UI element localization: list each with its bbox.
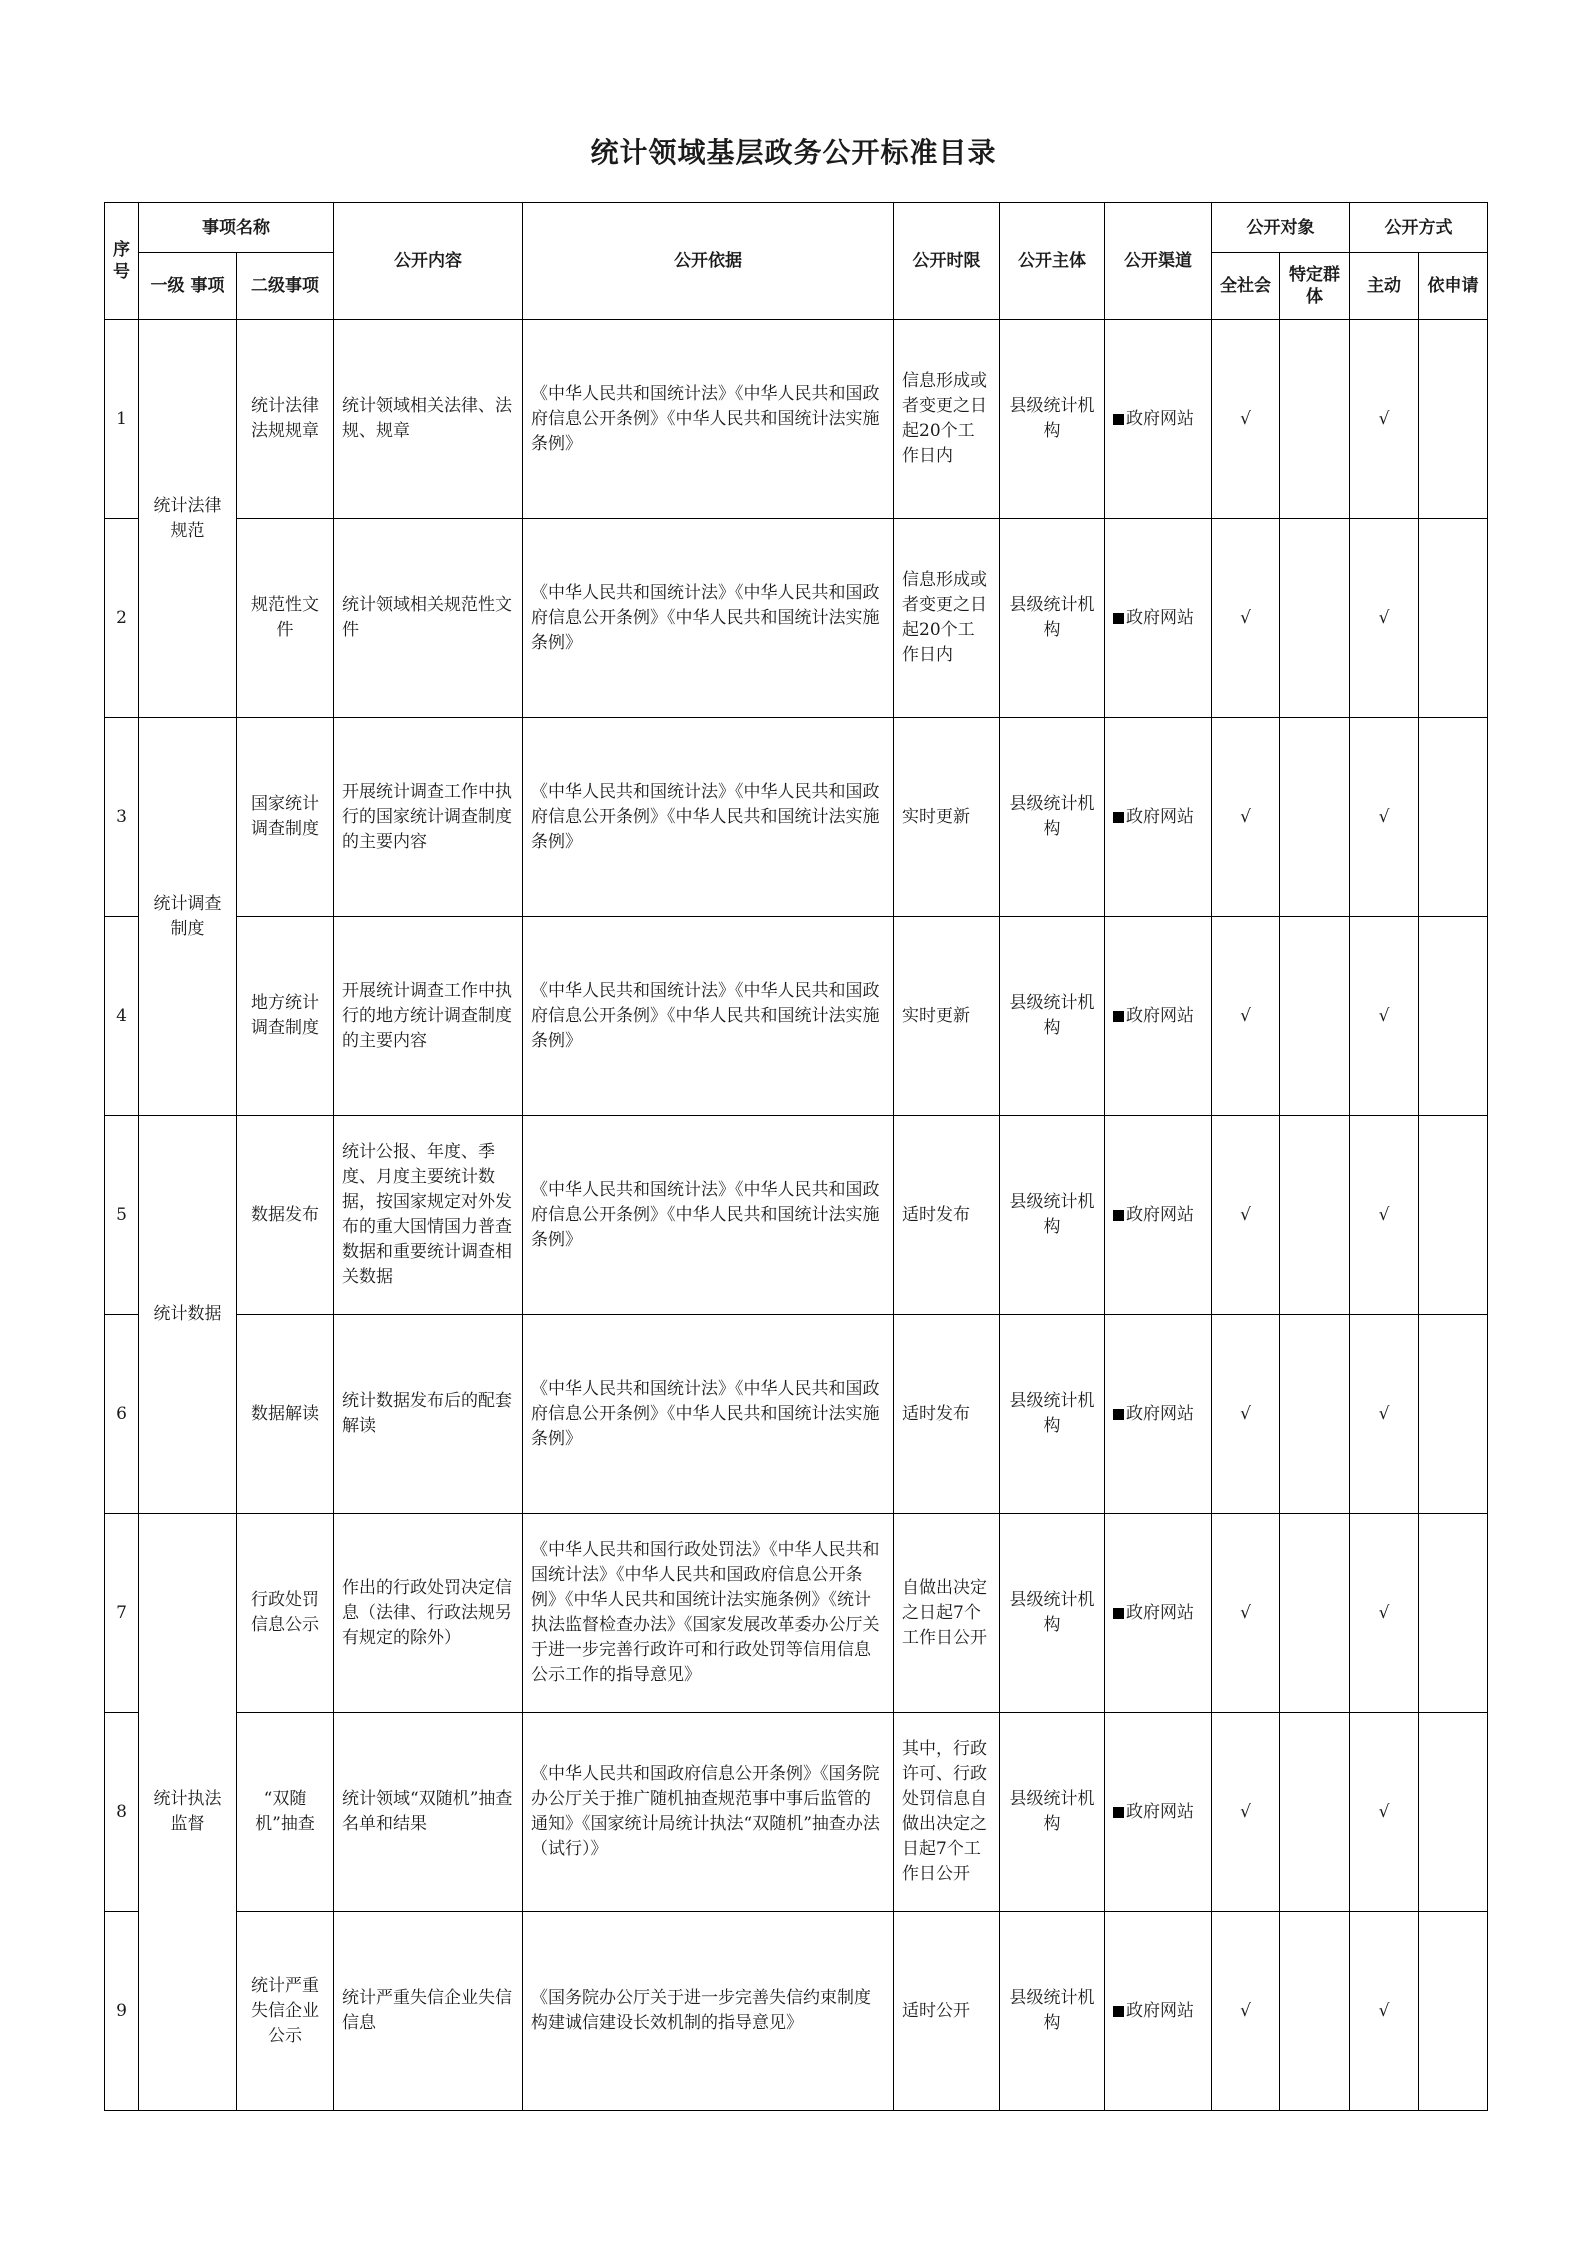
header-channel: 公开渠道 (1105, 203, 1212, 320)
row-seq: 1 (105, 320, 139, 519)
sub-item-cell: 行政处罚信息公示 (237, 1514, 334, 1713)
channel-cell (1105, 917, 1212, 1116)
filled-square-icon (1113, 613, 1124, 624)
channel-cell (1105, 320, 1212, 519)
channel-label: 政府网站 (1126, 1403, 1194, 1424)
method-active-check: √ (1350, 1514, 1419, 1713)
channel-cell (1105, 718, 1212, 917)
table-row (105, 1315, 1488, 1514)
target-specific-check (1280, 1713, 1350, 1912)
target-specific-check (1280, 718, 1350, 917)
table-row (105, 1116, 1488, 1315)
basis-cell: 《中华人民共和国统计法》《中华人民共和国政府信息公开条例》《中华人民共和国统计法实施条例》 (523, 320, 894, 519)
target-specific-check (1280, 1315, 1350, 1514)
header-content: 公开内容 (334, 203, 523, 320)
time-limit-cell: 适时公开 (894, 1912, 1000, 2111)
method-request-check (1419, 1713, 1488, 1912)
row-seq: 5 (105, 1116, 139, 1315)
method-request-check (1419, 1912, 1488, 2111)
header-target-all: 全社会 (1212, 253, 1280, 320)
catalog-table (104, 202, 1488, 2111)
target-all-check: √ (1212, 1116, 1280, 1315)
content-cell: 统计数据发布后的配套解读 (334, 1315, 523, 1514)
catalog-body (105, 320, 1488, 2111)
table-row (105, 718, 1488, 917)
category-cell: 统计执法监督 (139, 1514, 237, 2111)
content-cell: 开展统计调查工作中执行的地方统计调查制度的主要内容 (334, 917, 523, 1116)
content-cell: 统计领域相关法律、法规、规章 (334, 320, 523, 519)
method-request-check (1419, 519, 1488, 718)
header-method-request: 依申请 (1419, 253, 1488, 320)
header-method-active: 主动 (1350, 253, 1419, 320)
target-all-check: √ (1212, 1514, 1280, 1713)
time-limit-cell: 实时更新 (894, 917, 1000, 1116)
table-row (105, 1912, 1488, 2111)
time-limit-cell: 适时发布 (894, 1116, 1000, 1315)
basis-cell: 《中华人民共和国统计法》《中华人民共和国政府信息公开条例》《中华人民共和国统计法实施条例》 (523, 519, 894, 718)
sub-item-cell: 数据解读 (237, 1315, 334, 1514)
target-all-check: √ (1212, 917, 1280, 1116)
channel-cell (1105, 1912, 1212, 2111)
method-request-check (1419, 1116, 1488, 1315)
channel-label: 政府网站 (1126, 2000, 1194, 2021)
subject-cell: 县级统计机构 (1000, 320, 1105, 519)
row-seq: 9 (105, 1912, 139, 2111)
category-cell: 统计调查制度 (139, 718, 237, 1116)
filled-square-icon (1113, 1608, 1124, 1619)
subject-cell: 县级统计机构 (1000, 1912, 1105, 2111)
target-all-check: √ (1212, 1315, 1280, 1514)
method-active-check: √ (1350, 1315, 1419, 1514)
filled-square-icon (1113, 1807, 1124, 1818)
target-all-check: √ (1212, 1912, 1280, 2111)
header-seq: 序号 (105, 203, 139, 320)
basis-cell: 《中华人民共和国统计法》《中华人民共和国政府信息公开条例》《中华人民共和国统计法实施条例》 (523, 1116, 894, 1315)
row-seq: 6 (105, 1315, 139, 1514)
method-active-check: √ (1350, 519, 1419, 718)
subject-cell: 县级统计机构 (1000, 1713, 1105, 1912)
method-active-check: √ (1350, 917, 1419, 1116)
subject-cell: 县级统计机构 (1000, 1116, 1105, 1315)
category-cell: 统计数据 (139, 1116, 237, 1514)
content-cell: 开展统计调查工作中执行的国家统计调查制度的主要内容 (334, 718, 523, 917)
row-seq: 4 (105, 917, 139, 1116)
content-cell: 作出的行政处罚决定信息（法律、行政法规另有规定的除外） (334, 1514, 523, 1713)
channel-label: 政府网站 (1126, 607, 1194, 628)
filled-square-icon (1113, 812, 1124, 823)
subject-cell: 县级统计机构 (1000, 718, 1105, 917)
target-all-check: √ (1212, 718, 1280, 917)
row-seq: 8 (105, 1713, 139, 1912)
channel-cell (1105, 1116, 1212, 1315)
subject-cell: 县级统计机构 (1000, 1514, 1105, 1713)
header-subject: 公开主体 (1000, 203, 1105, 320)
table-row (105, 320, 1488, 519)
method-request-check (1419, 320, 1488, 519)
time-limit-cell: 适时发布 (894, 1315, 1000, 1514)
table-row (105, 1713, 1488, 1912)
method-active-check: √ (1350, 320, 1419, 519)
filled-square-icon (1113, 1409, 1124, 1420)
header-row-1 (105, 203, 1488, 253)
table-row (105, 519, 1488, 718)
content-cell: 统计严重失信企业失信信息 (334, 1912, 523, 2111)
sub-item-cell: “双随机”抽查 (237, 1713, 334, 1912)
channel-cell (1105, 1713, 1212, 1912)
method-request-check (1419, 1514, 1488, 1713)
content-cell: 统计领域相关规范性文件 (334, 519, 523, 718)
sub-item-cell: 地方统计调查制度 (237, 917, 334, 1116)
sub-item-cell: 数据发布 (237, 1116, 334, 1315)
header-time-limit: 公开时限 (894, 203, 1000, 320)
target-specific-check (1280, 1116, 1350, 1315)
method-active-check: √ (1350, 1116, 1419, 1315)
header-level2: 二级事项 (237, 253, 334, 320)
channel-cell (1105, 1315, 1212, 1514)
method-request-check (1419, 917, 1488, 1116)
subject-cell: 县级统计机构 (1000, 519, 1105, 718)
method-active-check: √ (1350, 718, 1419, 917)
channel-cell (1105, 519, 1212, 718)
method-request-check (1419, 1315, 1488, 1514)
target-specific-check (1280, 1514, 1350, 1713)
filled-square-icon (1113, 1210, 1124, 1221)
header-target: 公开对象 (1212, 203, 1350, 253)
basis-cell: 《中华人民共和国统计法》《中华人民共和国政府信息公开条例》《中华人民共和国统计法实施条例》 (523, 718, 894, 917)
target-all-check: √ (1212, 519, 1280, 718)
sub-item-cell: 统计严重失信企业公示 (237, 1912, 334, 2111)
sub-item-cell: 规范性文件 (237, 519, 334, 718)
method-active-check: √ (1350, 1713, 1419, 1912)
subject-cell: 县级统计机构 (1000, 1315, 1105, 1514)
target-specific-check (1280, 917, 1350, 1116)
table-row (105, 1514, 1488, 1713)
filled-square-icon (1113, 2006, 1124, 2017)
basis-cell: 《中华人民共和国行政处罚法》《中华人民共和国统计法》《中华人民共和国政府信息公开条例》《中华人民共和国统计法实施条例》《统计执法监督检查办法》《国家发展改革委办公厅关于进一步完善行政许可和行政处罚等信用信息公示工作的指导意见》 (523, 1514, 894, 1713)
table-row (105, 917, 1488, 1116)
filled-square-icon (1113, 414, 1124, 425)
subject-cell: 县级统计机构 (1000, 917, 1105, 1116)
method-active-check: √ (1350, 1912, 1419, 2111)
page-title: 统计领域基层政务公开标准目录 (590, 136, 997, 169)
channel-label: 政府网站 (1126, 408, 1194, 429)
header-level1: 一级 事项 (139, 253, 237, 320)
filled-square-icon (1113, 1011, 1124, 1022)
category-cell: 统计法律规范 (139, 320, 237, 718)
basis-cell: 《中华人民共和国统计法》《中华人民共和国政府信息公开条例》《中华人民共和国统计法实施条例》 (523, 917, 894, 1116)
channel-cell (1105, 1514, 1212, 1713)
channel-label: 政府网站 (1126, 806, 1194, 827)
sub-item-cell: 统计法律法规规章 (237, 320, 334, 519)
row-seq: 2 (105, 519, 139, 718)
channel-label: 政府网站 (1126, 1801, 1194, 1822)
target-specific-check (1280, 519, 1350, 718)
row-seq: 3 (105, 718, 139, 917)
channel-label: 政府网站 (1126, 1602, 1194, 1623)
basis-cell: 《国务院办公厅关于进一步完善失信约束制度构建诚信建设长效机制的指导意见》 (523, 1912, 894, 2111)
sub-item-cell: 国家统计调查制度 (237, 718, 334, 917)
target-specific-check (1280, 320, 1350, 519)
channel-label: 政府网站 (1126, 1005, 1194, 1026)
time-limit-cell: 实时更新 (894, 718, 1000, 917)
time-limit-cell: 自做出决定之日起7个工作日公开 (894, 1514, 1000, 1713)
basis-cell: 《中华人民共和国统计法》《中华人民共和国政府信息公开条例》《中华人民共和国统计法实施条例》 (523, 1315, 894, 1514)
header-basis: 公开依据 (523, 203, 894, 320)
time-limit-cell: 信息形成或者变更之日起20个工作日内 (894, 519, 1000, 718)
header-method: 公开方式 (1350, 203, 1488, 253)
time-limit-cell: 信息形成或者变更之日起20个工作日内 (894, 320, 1000, 519)
channel-label: 政府网站 (1126, 1204, 1194, 1225)
row-seq: 7 (105, 1514, 139, 1713)
basis-cell: 《中华人民共和国政府信息公开条例》《国务院办公厅关于推广随机抽查规范事中事后监管的通知》《国家统计局统计执法“双随机”抽查办法（试行）》 (523, 1713, 894, 1912)
header-item-name: 事项名称 (139, 203, 334, 253)
method-request-check (1419, 718, 1488, 917)
header-target-specific: 特定群体 (1280, 253, 1350, 320)
time-limit-cell: 其中，行政许可、行政处罚信息自做出决定之日起7个工作日公开 (894, 1713, 1000, 1912)
content-cell: 统计领域“双随机”抽查名单和结果 (334, 1713, 523, 1912)
content-cell: 统计公报、年度、季度、月度主要统计数据，按国家规定对外发布的重大国情国力普查数据和重要统计调查相关数据 (334, 1116, 523, 1315)
target-all-check: √ (1212, 1713, 1280, 1912)
target-all-check: √ (1212, 320, 1280, 519)
target-specific-check (1280, 1912, 1350, 2111)
